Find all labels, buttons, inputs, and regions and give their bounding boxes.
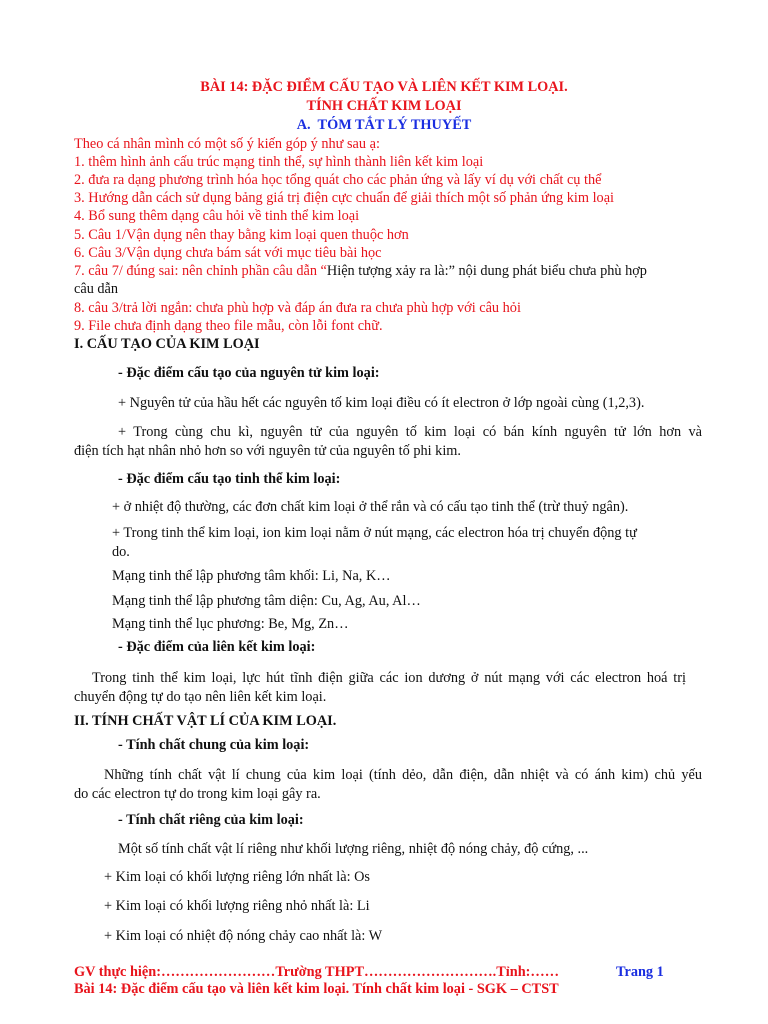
footer-page-number: Trang 1 — [616, 964, 664, 980]
feedback-intro: Theo cá nhân mình có một số ý kiến góp ý như sau ạ: — [74, 136, 380, 152]
feedback-item-9: 9. File chưa định dạng theo file mẫu, còn lỗi font chữ. — [74, 318, 383, 334]
feedback-item-5: 5. Câu 1/Vận dụng nên thay bằng kim loại quen thuộc hơn — [74, 227, 409, 243]
section-2-p1-line1: Những tính chất vật lí chung của kim loại (tính dẻo, dẫn điện, dẫn nhiệt và có ánh kim) chủ yếu — [104, 767, 702, 783]
section-2-p4: + Kim loại có khối lượng riêng nhỏ nhất là: Li — [104, 898, 370, 914]
feedback-item-4: 4. Bổ sung thêm dạng câu hỏi về tinh thể kim loại — [74, 208, 360, 224]
section-1-sub-2: - Đặc điểm cấu tạo tinh thể kim loại: — [118, 471, 341, 487]
feedback-item-6: 6. Câu 3/Vận dụng chưa bám sát với mục tiêu bài học — [74, 245, 382, 261]
section-1-p2-line1: + Trong cùng chu kì, nguyên tử của nguyên tố kim loại có bán kính nguyên tử lớn hơn và — [118, 424, 702, 440]
footer-lesson-line: Bài 14: Đặc điểm cấu tạo và liên kết kim loại. Tính chất kim loại - SGK – CTST — [74, 981, 559, 997]
section-1-p6: Mạng tinh thể lập phương tâm diện: Cu, Ag, Au, Al… — [112, 593, 421, 609]
footer-teacher-line: GV thực hiện:……………………Trường THPT……………………….Tỉnh:…… — [74, 964, 559, 980]
section-2-sub-2: - Tính chất riêng của kim loại: — [118, 812, 304, 828]
section-1-sub-3: - Đặc điểm của liên kết kim loại: — [118, 639, 316, 655]
feedback-item-8: 8. câu 3/trả lời ngắn: chưa phù hợp và đáp án đưa ra chưa phù hợp với câu hỏi — [74, 300, 521, 316]
page-title-line1: BÀI 14: ĐẶC ĐIỂM CẤU TẠO VÀ LIÊN KẾT KIM LOẠI. — [200, 79, 568, 95]
section-a-heading — [0, 116, 768, 134]
section-2-p5: + Kim loại có nhiệt độ nóng chảy cao nhất là: W — [104, 928, 383, 944]
section-1-p4-line1: + Trong tinh thể kim loại, ion kim loại nằm ở nút mạng, các electron hóa trị chuyển động tự — [112, 525, 637, 541]
feedback-item-3: 3. Hướng dẫn cách sử dụng bảng giá trị điện cực chuẩn để giải thích một số phản ứng kim loại — [74, 190, 615, 206]
section-1-p1: + Nguyên tử của hầu hết các nguyên tố kim loại điều có ít electron ở lớp ngoài cùng (1,2,3). — [118, 395, 645, 411]
feedback-item-7-red: 7. câu 7/ đúng sai: nên chỉnh phần câu dẫn “ — [74, 263, 327, 279]
section-2-p2: Một số tính chất vật lí riêng như khối lượng riêng, nhiệt độ nóng chảy, độ cứng, ... — [118, 841, 589, 857]
section-a-title: TÓM TẮT LÝ THUYẾT — [317, 117, 472, 133]
section-1-sub-1: - Đặc điểm cấu tạo của nguyên tử kim loại: — [118, 365, 380, 381]
section-1-p3: + ở nhiệt độ thường, các đơn chất kim loại ở thể rắn và có cấu tạo tinh thể (trừ thuỷ ngân). — [112, 499, 629, 515]
section-2-p1-line2: do các electron tự do trong kim loại gây ra. — [74, 786, 321, 802]
section-1-p8-line2: chuyển động tự do tạo nên liên kết kim loại. — [74, 689, 327, 705]
section-1-p5: Mạng tinh thể lập phương tâm khối: Li, Na, K… — [112, 568, 391, 584]
section-2-heading: II. TÍNH CHẤT VẬT LÍ CỦA KIM LOẠI. — [74, 713, 337, 729]
feedback-item-7 — [74, 262, 647, 280]
feedback-item-2: 2. đưa ra dạng phương trình hóa học tổng quát cho các phản ứng và lấy ví dụ với chất cụ thể — [74, 172, 602, 188]
feedback-item-7-cont: câu dẫn — [74, 281, 119, 297]
section-2-sub-1: - Tính chất chung của kim loại: — [118, 737, 310, 753]
page-title-line2: TÍNH CHẤT KIM LOẠI — [306, 98, 462, 114]
section-1-p4-line2: do. — [112, 544, 130, 560]
feedback-item-7-black: Hiện tượng xảy ra là:” nội dung phát biểu chưa phù hợp — [326, 263, 647, 279]
section-2-p3: + Kim loại có khối lượng riêng lớn nhất là: Os — [104, 869, 371, 885]
section-a-letter: A. — [296, 117, 311, 133]
section-1-p8-line1: Trong tinh thể kim loại, lực hút tĩnh điện giữa các ion dương ở nút mạng với các electron hoá trị — [92, 670, 686, 686]
section-1-p2-line2: điện tích hạt nhân nhỏ hơn so với nguyên tử của nguyên tố phi kim. — [74, 443, 461, 459]
section-1-p7: Mạng tinh thể lục phương: Be, Mg, Zn… — [112, 616, 349, 632]
section-1-heading: I. CẤU TẠO CỦA KIM LOẠI — [74, 336, 260, 352]
feedback-item-1: 1. thêm hình ảnh cấu trúc mạng tinh thể, sự hình thành liên kết kim loại — [74, 154, 484, 170]
